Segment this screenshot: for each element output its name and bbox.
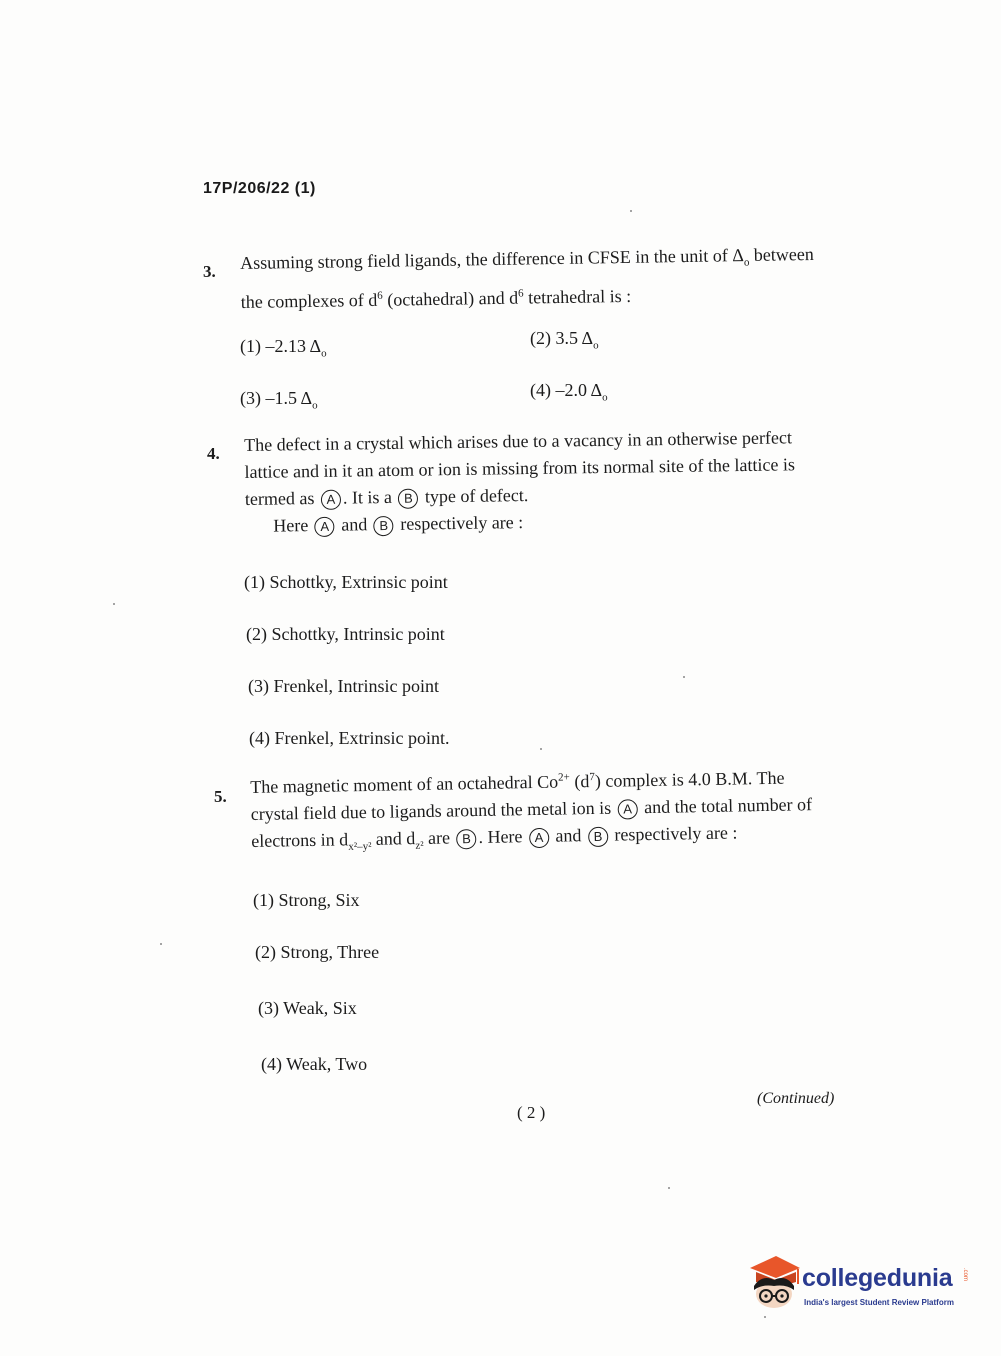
continued-label: (Continued) xyxy=(757,1090,835,1107)
logo-wordmark: collegedunia xyxy=(802,1264,953,1292)
logo-domain-suffix: .com xyxy=(962,1268,968,1282)
logo-tagline: India's largest Student Review Platform xyxy=(804,1298,954,1307)
question-5-text: The magnetic moment of an octahedral $Co^{2+}$ $(d^7)$ complex is 4.0 B.M. The crystal field due to ligands around the metal ion is A and the total number of electrons in $d_{x^2-y^2}$ and $d_{z^2}$ are B . Here A and B respectively are : xyxy=(250,767,813,853)
scan-speck xyxy=(668,1187,670,1189)
scan-speck xyxy=(113,603,115,605)
scan-speck xyxy=(630,210,632,212)
q5-option-1: (1) Strong, Six xyxy=(253,890,360,910)
circle-a-label: A xyxy=(321,490,341,510)
q5-option-3: (3) Weak, Six xyxy=(258,998,357,1018)
q3-line1: Assuming strong field ligands, the difference in CFSE in the unit of Δ xyxy=(240,245,744,273)
q4-option-1: (1) Schottky, Extrinsic point xyxy=(244,572,448,592)
mascot-icon xyxy=(742,1250,804,1312)
question-3-number: 3. xyxy=(203,262,216,281)
q4-option-4: (4) Frenkel, Extrinsic point. xyxy=(249,728,450,748)
paper-code: 17P/206/22 (1) xyxy=(203,180,316,197)
q3-option-4: (4) –2.0 $\Delta_o$ xyxy=(530,380,608,404)
collegedunia-logo xyxy=(742,1250,972,1320)
q3-option-3: (3) –1.5 $\Delta_o$ xyxy=(240,388,318,412)
scan-speck xyxy=(683,676,685,678)
q4-option-3: (3) Frenkel, Intrinsic point xyxy=(248,676,439,696)
question-5-number: 5. xyxy=(214,787,227,806)
question-4-number: 4. xyxy=(207,444,220,463)
page-number: ( 2 ) xyxy=(517,1103,546,1122)
q5-option-4: (4) Weak, Two xyxy=(261,1054,368,1074)
question-3-text: Assuming strong field ligands, the difference in CFSE in the unit of $\Delta_o$ between the complexes of $d^6$ (octahedral) and $d^6$ tetrahedral is : xyxy=(240,243,814,312)
circle-b-label: B xyxy=(398,488,418,508)
q5-option-2: (2) Strong, Three xyxy=(255,942,380,962)
scan-speck xyxy=(160,943,162,945)
scan-speck xyxy=(540,748,542,750)
q4-option-2: (2) Schottky, Intrinsic point xyxy=(246,624,445,644)
q3-option-1: (1) –2.13 $\Delta_o$ xyxy=(240,336,327,360)
question-4-text: The defect in a crystal which arises due to a vacancy in an otherwise perfect lattice and in it an atom or ion is missing from its normal site of the lattice is termed as A . It is a B type of defect. Here A and B respectively are : xyxy=(244,427,796,536)
q3-option-2: (2) 3.5 $\Delta_o$ xyxy=(530,328,599,352)
